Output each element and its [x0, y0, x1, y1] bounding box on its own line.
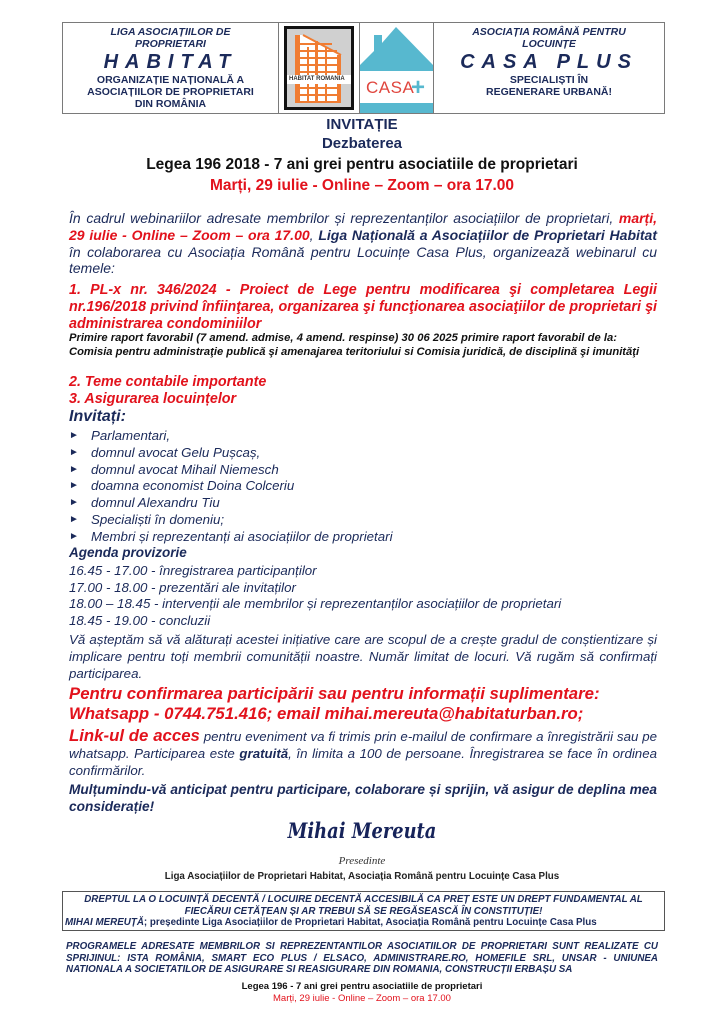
guest-item: [69, 428, 657, 445]
footer-subject: Legea 196 - 7 ani grei pentru asociatiile de proprietari: [241, 981, 483, 992]
quote-text: DREPTUL LA O LOCUINȚĂ DECENTĂ / LOCUIRE DECENTĂ ACCESIBILĂ CA PREȚ ESTE UN DREPT FUNDAMENTAL AL FIECĂRUI CETĂȚEAN ȘI AR TREBUI SĂ SE REGĂSEASCĂ ÎN CONSTITUȚIE!: [84, 894, 643, 917]
guest-name: domnul Alexandru Tiu: [91, 495, 220, 511]
house-logo-icon: [360, 25, 433, 113]
casa-line3: SPECIALIȘTI ÎN: [509, 74, 589, 86]
bullet-arrow-icon: ►: [69, 530, 79, 542]
debate-subject: Legea 196 2018 - 7 ani grei pentru asociatiile de proprietari: [146, 156, 578, 173]
casa-logo-cell: [360, 23, 434, 113]
casa-brand: CASA PLUS: [460, 51, 638, 73]
access-link-paragraph: [69, 728, 657, 779]
signature-role: Presedinte: [338, 855, 386, 867]
quote-author-role: ; președinte Liga Asociațiilor de Proprietari Habitat, Asociația Română pentru Locuințe Casa Plus: [143, 917, 597, 928]
agenda-item: 16.45 - 17.00 - înregistrarea participanților: [69, 563, 317, 578]
intro-part1: În cadrul webinariilor adresate membrilor și reprezentanților asociațiilor de proprietari,: [69, 210, 619, 226]
casa-plus-org-block: [434, 23, 664, 113]
bullet-arrow-icon: ►: [69, 430, 79, 441]
bullet-arrow-icon: ►: [69, 497, 79, 509]
closing-paragraph: Vă așteptăm să vă alăturați acestei inițiative care are scopul de a crește gradul de conștientizare și implicare pentru toți membrii comunității noastre. Număr limitat de locuri. Vă rugăm să confirmați participarea.: [69, 632, 657, 681]
quote-box: [62, 891, 665, 931]
report-note: [69, 332, 657, 359]
agenda-heading: Agenda provizorie: [69, 545, 187, 560]
guest-name: domnul avocat Mihail Niemesch: [91, 461, 279, 477]
sponsors-text: PROGRAMELE ADRESATE MEMBRILOR SI REPREZENTANTILOR ASOCIATIILOR DE PROPRIETARI SUNT REALIZATE CU SPRIJINUL: ISTA ROMÂNIA, SMART ECO PLUS / ELSACO, ADMINISTRARE.RO, HOMEFILE SRL, UNSAR - UNIUNEA NATIONALA A SOCIETATILOR DE ASIGURARE SI REASIGURARE DIN ROMANIA, CONSTRUCȚII ERBAȘU SA: [66, 941, 658, 975]
invitation-title: INVITAȚIE: [326, 116, 398, 133]
habitat-line1: LIGA ASOCIAȚIILOR DE: [110, 26, 231, 38]
guest-item: [69, 512, 657, 529]
habitat-logo-cell: [279, 23, 360, 113]
guest-name: Specialiști în domeniu;: [91, 511, 225, 527]
intro-date: marți, 29 iulie - Online – Zoom – ora 17.00: [69, 210, 657, 243]
building-logo-icon: [284, 26, 354, 110]
guests-heading: Invitați:: [69, 408, 126, 425]
guest-name: domnul avocat Gelu Pușcaș,: [91, 444, 261, 460]
casa-logo-text: CASA: [366, 78, 415, 97]
topic-1: 1. PL-x nr. 346/2024 - Proiect de Lege pentru modificarea şi completarea Legii nr.196/2018 privind înfiinţarea, organizarea şi funcţionarea asociaţiilor de proprietari şi administrarea condominiilor: [69, 282, 657, 332]
casa-line1: ASOCIAȚIA ROMÂNĂ PENTRU: [472, 26, 626, 38]
contact-line[interactable]: Whatsapp - 0744.751.416; email mihai.mereuta@habitaturban.ro;: [69, 704, 584, 723]
building-graphic: [293, 33, 347, 105]
access-link-text1: pentru eveniment va fi trimis prin e-mailul de confirmare a înregistrării sau pe whatsapp. Participarea este: [69, 729, 657, 761]
bullet-arrow-icon: ►: [69, 463, 79, 475]
habitat-brand: HABITAT: [103, 51, 238, 73]
quote-attribution: [63, 917, 664, 929]
report-note-b: Comisia pentru administraţie publică şi amenajarea teritoriului si Comisia juridică, de disciplină şi imunităţi: [69, 345, 640, 358]
free-label: gratuită: [239, 745, 289, 761]
bullet-arrow-icon: ►: [69, 446, 79, 458]
guest-name: Parlamentari,: [91, 428, 171, 443]
habitat-line4: ASOCIAȚIILOR DE PROPRIETARI: [87, 86, 254, 98]
agenda-list: [69, 563, 657, 629]
bullet-arrow-icon: ►: [69, 480, 79, 492]
intro-part2: ,: [309, 226, 319, 243]
intro-org: Liga Națională a Asociațiilor de Proprietari Habitat: [318, 226, 657, 243]
guest-item: [69, 445, 657, 462]
signature-orgs: Liga Asociațiilor de Proprietari Habitat, Asociația Română pentru Locuințe Casa Plus: [164, 871, 560, 882]
casa-line2: LOCUINȚE: [522, 38, 576, 50]
guest-item: [69, 478, 657, 495]
access-link-text2: , în limita a 100 de persoane. Înregistrarea se face în ordinea confirmărilor.: [69, 745, 657, 778]
confirmation-line: Pentru confirmarea participării sau pentru informații suplimentare:: [69, 684, 600, 703]
guest-item: [69, 529, 657, 546]
agenda-item: 18.45 - 19.00 - concluzii: [69, 612, 211, 628]
report-note-a: Primire raport favorabil (7 amend. admise, 4 amend. respinse) 30 06 2025 primire raport favorabil de la:: [69, 332, 617, 344]
intro-part3: în colaborarea cu Asociația Română pentru Locuințe Casa Plus, organizează webinarul cu temele:: [69, 243, 657, 277]
debate-label: Dezbaterea: [321, 135, 403, 152]
signature: Mihai Mereuta: [287, 818, 437, 843]
confirmation-contact: [69, 684, 657, 724]
access-link-label: Link-ul de acces: [69, 726, 200, 745]
intro-paragraph: [69, 210, 657, 277]
guest-name: Membri și reprezentanți ai asociațiilor de proprietari: [91, 528, 393, 544]
agenda-item: 18.00 – 18.45 - intervenții ale membrilor și reprezentanților asociațiilor de proprietari: [69, 596, 562, 611]
habitat-line5: DIN ROMÂNIA: [134, 98, 207, 110]
footer-date: Marți, 29 iulie - Online – Zoom – ora 17.00: [273, 993, 451, 1004]
agenda-item: 17.00 - 18.00 - prezentări ale invitaților: [69, 579, 296, 595]
event-date: Marți, 29 iulie - Online – Zoom – ora 17.00: [209, 177, 515, 194]
habitat-org-block: [63, 23, 279, 113]
habitat-line2: PROPRIETARI: [135, 38, 206, 50]
guest-name: doamna economist Doina Colceriu: [91, 478, 295, 494]
habitat-line3: ORGANIZAȚIE NAȚIONALĂ A: [96, 74, 245, 86]
casa-line4: REGENERARE URBANĂ!: [485, 86, 612, 98]
quote-author: MIHAI MEREUȚĂ: [65, 917, 144, 928]
guest-item: [69, 495, 657, 512]
header-table: [62, 22, 665, 114]
topic-3: 3. Asigurarea locuințelor: [69, 391, 237, 407]
topic-2: 2. Teme contabile importante: [69, 374, 267, 390]
bullet-arrow-icon: ►: [69, 513, 79, 525]
guest-item: [69, 462, 657, 479]
plus-icon: +: [411, 74, 426, 101]
thanks-paragraph: Mulțumindu-vă anticipat pentru participare, colaborare și sprijin, vă asigur de deplina mea considerație!: [69, 782, 657, 814]
guest-list: [69, 428, 657, 546]
habitat-logo-label: HABITAT ROMANIA: [287, 75, 351, 84]
